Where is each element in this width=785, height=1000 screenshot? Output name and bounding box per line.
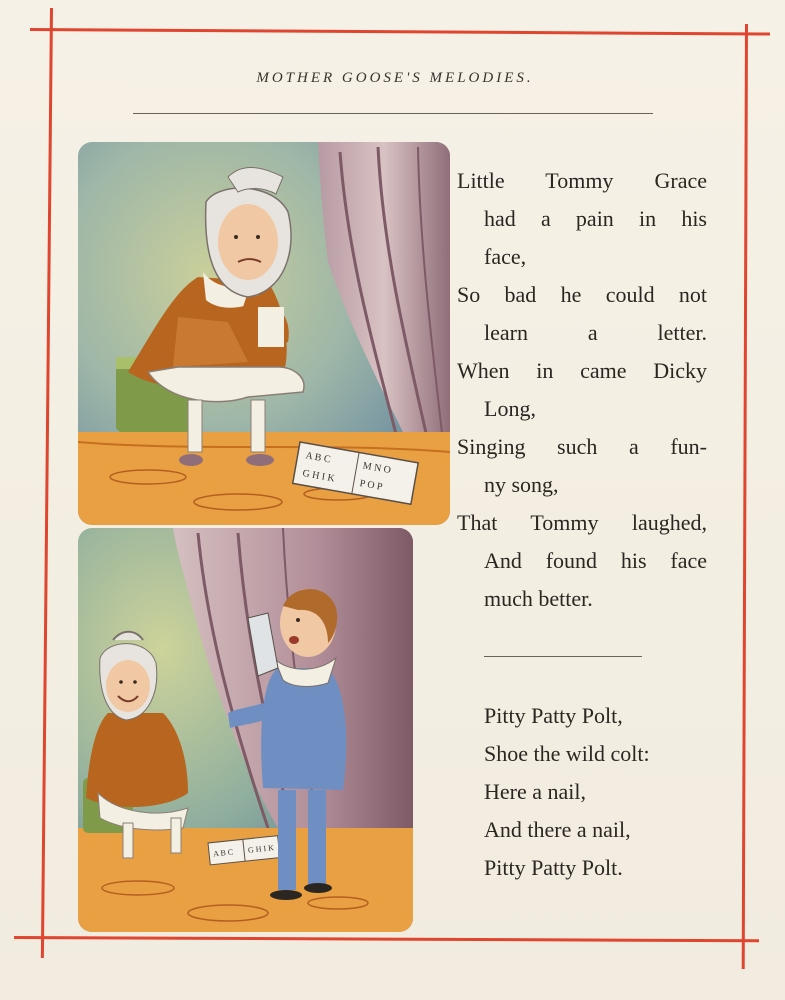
poem-1-line: had a pain in his	[484, 206, 707, 231]
illustration-dicky-long	[78, 528, 413, 932]
poem-2-line: Pitty Patty Polt.	[484, 855, 623, 880]
poem-1-line: ny song,	[484, 472, 559, 497]
poem-1-line: Long,	[484, 396, 536, 421]
poem-2-line: Pitty Patty Polt,	[484, 703, 623, 728]
book-letters-line-3: M N O	[361, 460, 392, 477]
book-letters-line-1: A B C	[304, 450, 332, 466]
frame-rule-top	[30, 28, 770, 36]
poem-1-line: So bad he could not	[457, 282, 707, 307]
poem-1-line: Singing such a fun-	[457, 434, 707, 459]
frame-rule-bottom	[14, 936, 759, 942]
running-head: MOTHER GOOSE'S MELODIES.	[256, 70, 534, 86]
illustration-tommy-grace	[78, 142, 450, 525]
running-head-rule	[133, 113, 653, 114]
poem-1-line: face,	[484, 244, 527, 269]
frame-rule-left	[41, 8, 53, 958]
book2-letters-line-1: A B C	[212, 847, 234, 859]
poem-1-line: much better.	[484, 586, 593, 611]
frame-rule-right	[742, 24, 748, 969]
poem-2-line: Here a nail,	[484, 779, 586, 804]
poem-separator-rule	[484, 656, 642, 657]
poem-pitty-patty-polt	[484, 697, 714, 887]
poem-1-line: That Tommy laughed,	[457, 510, 707, 535]
poem-tommy-grace	[457, 162, 707, 618]
book-letters-line-4: P O P	[358, 478, 384, 493]
poem-2-line: And there a nail,	[484, 817, 631, 842]
poem-1-line: When in came Dicky	[457, 358, 707, 383]
poem-1-line: And found his face	[484, 548, 707, 573]
book-letters-line-2: G H I K	[301, 468, 336, 485]
book2-letters-line-2: G H I K	[247, 843, 275, 855]
poem-1-line: learn a letter.	[484, 320, 707, 345]
poem-2-line: Shoe the wild colt:	[484, 741, 650, 766]
poem-1-line: Little Tommy Grace	[457, 168, 707, 193]
